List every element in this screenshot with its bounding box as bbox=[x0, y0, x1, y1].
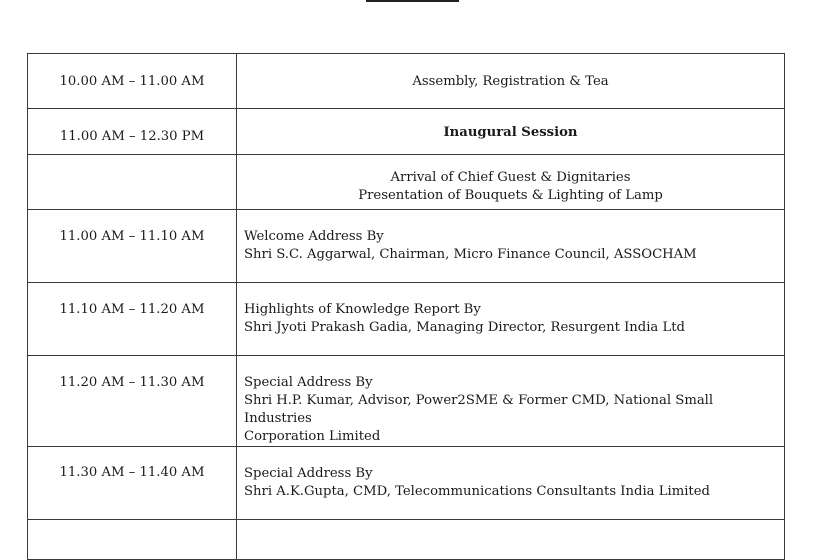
time-text: 11.30 AM – 11.40 AM bbox=[59, 465, 205, 480]
event-cell bbox=[237, 283, 785, 356]
time-text: 11.20 AM – 11.30 AM bbox=[59, 375, 205, 390]
event-line: Presentation of Bouquets & Lighting of Lamp bbox=[358, 188, 663, 203]
table-row bbox=[28, 210, 785, 283]
event-cell bbox=[237, 109, 785, 155]
event-cell bbox=[237, 210, 785, 283]
time-text: 11.00 AM – 12.30 PM bbox=[59, 129, 205, 144]
table-row bbox=[28, 356, 785, 447]
time-text bbox=[28, 155, 236, 173]
event-line: Corporation Limited bbox=[244, 429, 381, 444]
time-text: 10.00 AM – 11.00 AM bbox=[59, 74, 205, 89]
agenda-table bbox=[27, 53, 785, 560]
event-line: Highlights of Knowledge Report By bbox=[244, 302, 481, 317]
table-row bbox=[28, 283, 785, 356]
event-line: Shri Jyoti Prakash Gadia, Managing Director, Resurgent India Ltd bbox=[244, 320, 685, 335]
table-row bbox=[28, 109, 785, 155]
event-line: Shri S.C. Aggarwal, Chairman, Micro Finance Council, ASSOCHAM bbox=[244, 247, 697, 262]
time-cell bbox=[28, 54, 237, 109]
time-cell bbox=[28, 155, 237, 210]
event-line: Assembly, Registration & Tea bbox=[412, 74, 609, 89]
event-cell bbox=[237, 54, 785, 109]
time-text: 11.10 AM – 11.20 AM bbox=[59, 302, 205, 317]
table-row bbox=[28, 155, 785, 210]
time-cell bbox=[28, 520, 237, 560]
table-row bbox=[28, 54, 785, 109]
time-cell bbox=[28, 447, 237, 520]
event-line: Arrival of Chief Guest & Dignitaries bbox=[390, 170, 631, 185]
time-cell bbox=[28, 283, 237, 356]
event-line: Shri H.P. Kumar, Advisor, Power2SME & Former CMD, National Small Industries bbox=[244, 393, 714, 426]
event-line: Special Address By bbox=[244, 375, 373, 390]
time-cell bbox=[28, 109, 237, 155]
header-underline bbox=[366, 0, 459, 2]
event-cell bbox=[237, 520, 785, 560]
time-cell bbox=[28, 210, 237, 283]
event-line: Welcome Address By bbox=[244, 229, 384, 244]
event-line: Shri A.K.Gupta, CMD, Telecommunications Consultants India Limited bbox=[244, 484, 710, 499]
event-cell bbox=[237, 447, 785, 520]
event-cell bbox=[237, 155, 785, 210]
time-text: 11.00 AM – 11.10 AM bbox=[59, 229, 205, 244]
event-cell bbox=[237, 356, 785, 447]
table-row bbox=[28, 447, 785, 520]
session-title: Inaugural Session bbox=[443, 125, 578, 140]
event-line: Special Address By bbox=[244, 466, 373, 481]
table-row bbox=[28, 520, 785, 560]
time-cell bbox=[28, 356, 237, 447]
